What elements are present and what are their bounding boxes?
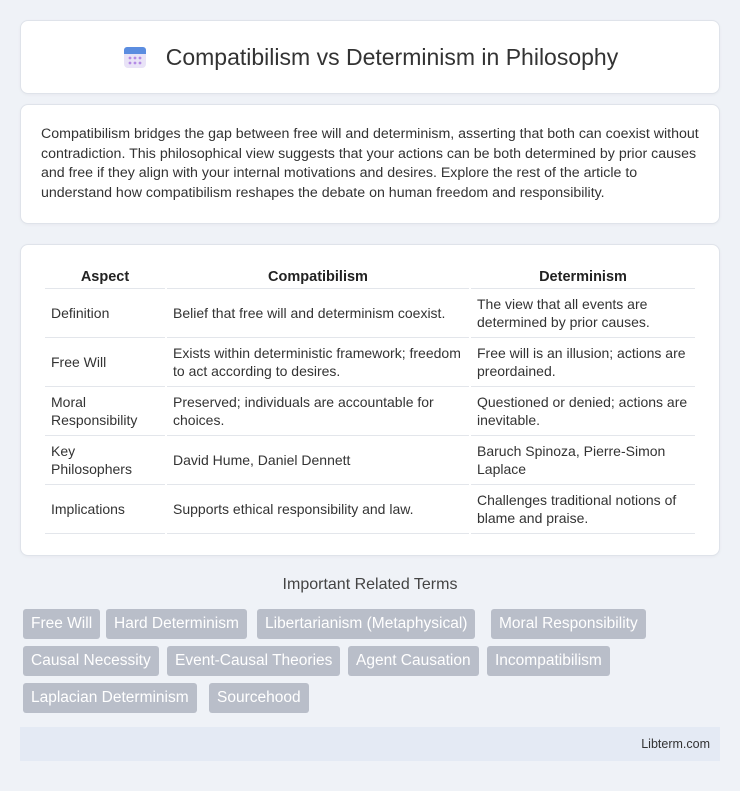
cell-determinism: Free will is an illusion; actions are preordained. [471,338,695,387]
cell-compatibilism: Exists within deterministic framework; freedom to act according to desires. [167,338,469,387]
tag-laplacian-determinism[interactable]: Laplacian Determinism [23,683,197,713]
tag-causal-necessity[interactable]: Causal Necessity [23,646,159,676]
related-terms-title: Important Related Terms [282,576,458,593]
intro-card [20,104,720,224]
table-row [45,289,695,338]
cell-aspect: Moral Responsibility [45,387,165,436]
cell-compatibilism: Supports ethical responsibility and law. [167,485,469,534]
tag-sourcehood[interactable]: Sourcehood [209,683,309,713]
tag-libertarianism[interactable]: Libertarianism (Metaphysical) [257,609,475,639]
table-header-row [45,265,695,289]
table-row [45,485,695,534]
tag-free-will[interactable]: Free Will [23,609,100,639]
table-row [45,338,695,387]
tag-hard-determinism[interactable]: Hard Determinism [106,609,247,639]
cell-determinism: Challenges traditional notions of blame and praise. [471,485,695,534]
cell-aspect: Definition [45,289,165,338]
table-row [45,436,695,485]
intro-text: Compatibilism bridges the gap between free will and determinism, asserting that both can coexist without contradiction. This philosophical view suggests that your actions can be both determined by prior causes and free if they align with your internal motivations and desires. Explore the rest of the article to understand how compatibilism reshapes the debate on human freedom and responsibility. [41,126,699,201]
page-title: Compatibilism vs Determinism in Philosophy [165,43,619,70]
cell-determinism: Baruch Spinoza, Pierre-Simon Laplace [471,436,695,485]
header-determinism: Determinism [471,265,695,289]
tag-event-causal-theories[interactable]: Event-Causal Theories [167,646,340,676]
header-compatibilism: Compatibilism [167,265,469,289]
comparison-card [20,244,720,556]
cell-determinism: Questioned or denied; actions are inevitable. [471,387,695,436]
header-aspect: Aspect [45,265,165,289]
cell-compatibilism: Belief that free will and determinism coexist. [167,289,469,338]
cell-compatibilism: David Hume, Daniel Dennett [167,436,469,485]
footer-site-link[interactable]: Libterm.com [641,737,710,751]
cell-aspect: Implications [45,485,165,534]
cell-determinism: The view that all events are determined by prior causes. [471,289,695,338]
tag-agent-causation[interactable]: Agent Causation [348,646,479,676]
footer [20,727,720,761]
table-row [45,387,695,436]
tag-incompatibilism[interactable]: Incompatibilism [487,646,610,676]
calendar-icon [122,44,148,70]
cell-aspect: Free Will [45,338,165,387]
cell-compatibilism: Preserved; individuals are accountable for choices. [167,387,469,436]
cell-aspect: Key Philosophers [45,436,165,485]
header-card [20,20,720,94]
tag-moral-responsibility[interactable]: Moral Responsibility [491,609,646,639]
comparison-table [43,265,697,534]
